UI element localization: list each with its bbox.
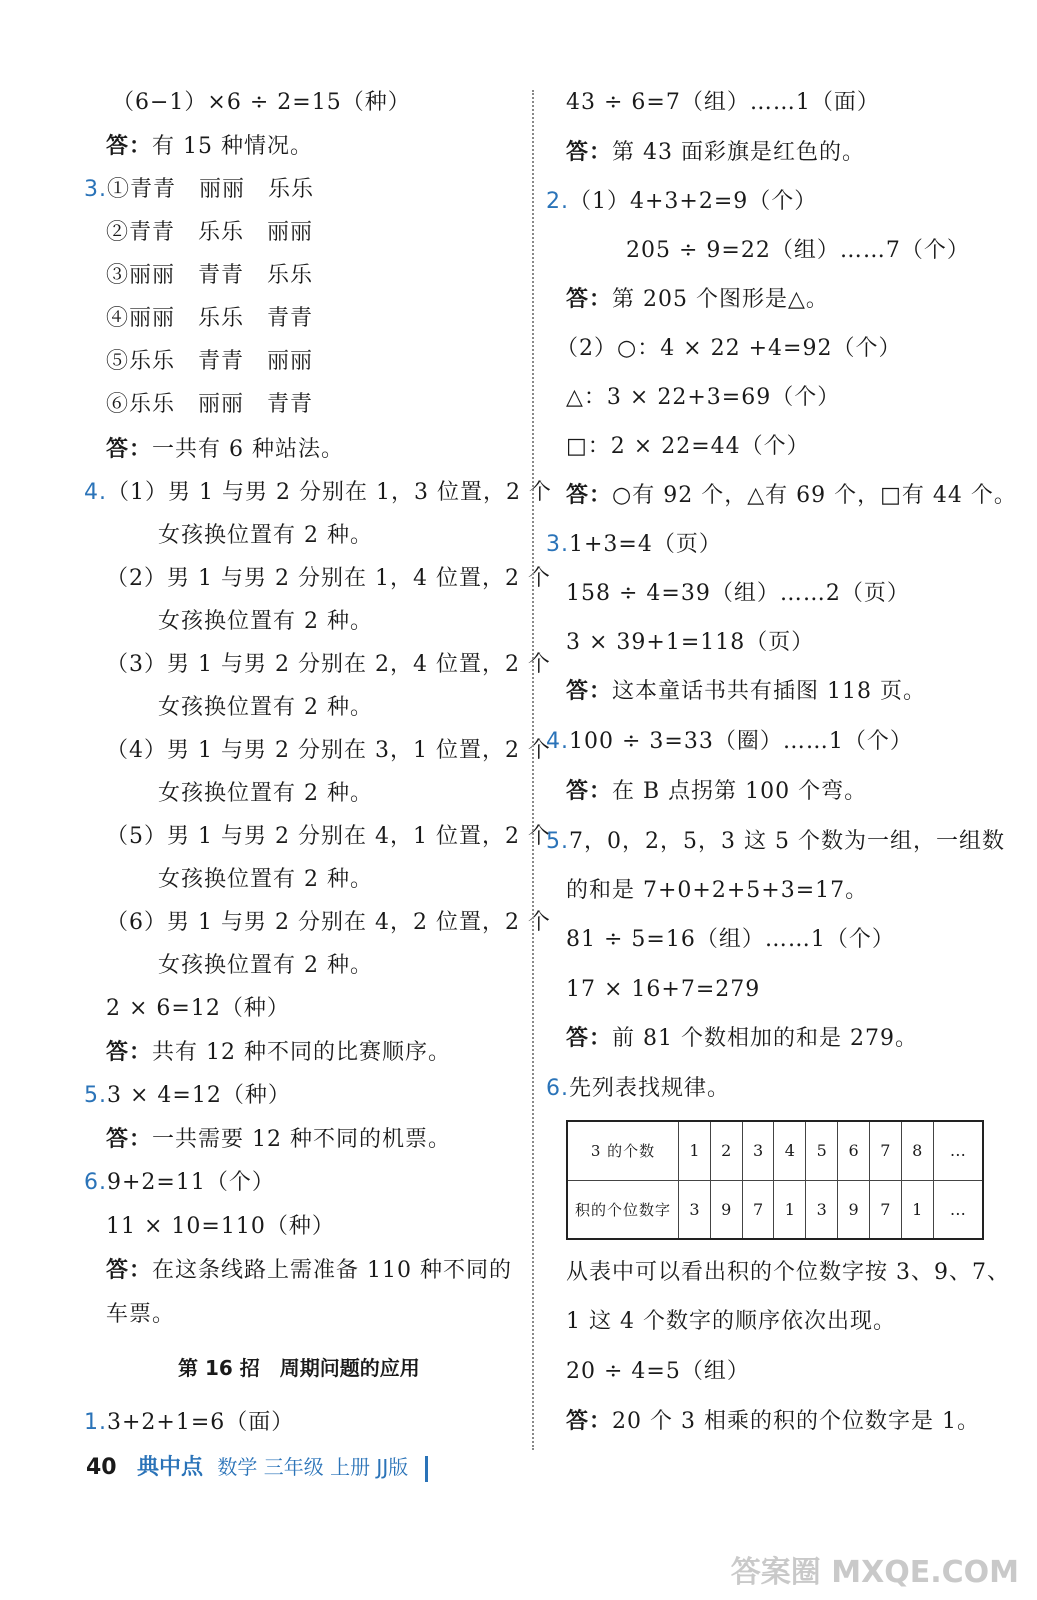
question-number: 6. (84, 1170, 107, 1195)
answer-line (106, 1038, 451, 1068)
table-cell: 5 (806, 1121, 838, 1180)
answer-text: 前 81 个数相加的和是 279。 (612, 1026, 918, 1051)
answer-text: 第 43 面彩旗是红色的。 (612, 140, 865, 165)
case-line: 女孩换位置有 2 种。 (158, 953, 373, 978)
table-row (567, 1121, 983, 1180)
answer-line (566, 138, 865, 168)
answer-text: 一共需要 12 种不同的机票。 (152, 1127, 451, 1152)
answer-text: 在 B 点拐第 100 个弯。 (612, 779, 868, 804)
case-line: （5）男 1 与男 2 分别在 4，1 位置，2 个 (106, 824, 551, 849)
table-row (567, 1180, 983, 1239)
book-series: 数学 三年级 上册 JJ版 (217, 1455, 409, 1479)
case-line: （6）男 1 与男 2 分别在 4，2 位置，2 个 (106, 910, 551, 935)
question-2 (546, 187, 817, 217)
calc-line: 205 ÷ 9=22（组）……7（个） (626, 238, 970, 263)
brand-logo: 典中点 (136, 1455, 203, 1480)
case-line: （2）男 1 与男 2 分别在 1，4 位置，2 个 (106, 566, 551, 591)
question-number: 3. (546, 532, 569, 557)
table-cell: 3 (742, 1121, 774, 1180)
calc-line: □：2 × 22=44（个） (566, 434, 810, 459)
case-line: 女孩换位置有 2 种。 (158, 523, 373, 548)
case-line: 女孩换位置有 2 种。 (158, 867, 373, 892)
answer-line (106, 435, 344, 465)
case-line: （4）男 1 与男 2 分别在 3，1 位置，2 个 (106, 738, 551, 763)
question-5-right (546, 827, 1005, 857)
answer-label: 答： (566, 287, 613, 312)
table-cell: 1 (901, 1180, 933, 1239)
table-cell: 1 (679, 1121, 711, 1180)
table-cell: 7 (869, 1121, 901, 1180)
answer-line (566, 481, 1017, 511)
question-4 (84, 478, 552, 508)
answer-line (566, 777, 867, 807)
case-line: 女孩换位置有 2 种。 (158, 609, 373, 634)
answer-label: 答： (566, 483, 613, 508)
question-3-right (546, 530, 722, 560)
table-cell: 9 (710, 1180, 742, 1239)
question-number: 6. (546, 1076, 569, 1101)
question-6-right (546, 1074, 730, 1104)
answer-continuation: 车票。 (106, 1302, 176, 1327)
table-cell: 2 (710, 1121, 742, 1180)
answer-text: 一共有 6 种站法。 (152, 437, 344, 462)
answer-label: 答： (106, 134, 153, 159)
calc-text: 7，0，2，5，3 这 5 个数为一组，一组数 (569, 829, 1005, 854)
answer-line (106, 1125, 451, 1155)
table-cell: 8 (901, 1121, 933, 1180)
question-4-right (546, 727, 913, 757)
page-number: 40 (86, 1455, 117, 1480)
calc-line: （6−1）×6 ÷ 2=15（种） (112, 90, 411, 115)
question-number: 3. (84, 177, 107, 202)
calc-line: 的和是 7+0+2+5+3=17。 (566, 878, 869, 903)
calc-line: 20 ÷ 4=5（组） (566, 1359, 750, 1384)
text-line: 1 这 4 个数字的顺序依次出现。 (566, 1309, 896, 1334)
answer-label: 答： (566, 1409, 613, 1434)
table-cell: 4 (774, 1121, 806, 1180)
case-line: 女孩换位置有 2 种。 (158, 695, 373, 720)
arrangement-row: ②青青 乐乐 丽丽 (106, 220, 314, 245)
answer-label: 答： (566, 1026, 613, 1051)
answer-text: 共有 12 种不同的比赛顺序。 (152, 1040, 451, 1065)
question-3 (84, 175, 314, 205)
answer-line (566, 1024, 918, 1054)
table-cell: 3 (806, 1180, 838, 1239)
answer-label: 答： (106, 1258, 153, 1283)
arrangement-row: ④丽丽 乐乐 青青 (106, 306, 314, 331)
column-divider (532, 90, 534, 1450)
question-6 (84, 1168, 275, 1198)
arrangement-row: ⑤乐乐 青青 丽丽 (106, 349, 314, 374)
answer-label: 答： (566, 779, 613, 804)
arrangement-row: ①青青 丽丽 乐乐 (107, 177, 315, 202)
table-cell: 9 (838, 1180, 870, 1239)
table-row-header: 3 的个数 (567, 1121, 679, 1180)
calc-line: 17 × 16+7=279 (566, 977, 761, 1002)
question-5 (84, 1081, 291, 1111)
table-cell: … (933, 1180, 983, 1239)
calc-line: 158 ÷ 4=39（组）……2（页） (566, 581, 910, 606)
table-cell: … (933, 1121, 983, 1180)
answer-text: 在这条线路上需准备 110 种不同的 (152, 1258, 512, 1283)
arrangement-row: ③丽丽 青青 乐乐 (106, 263, 314, 288)
answer-text: ○有 92 个，△有 69 个，□有 44 个。 (612, 483, 1017, 508)
question-number: 5. (84, 1083, 107, 1108)
answer-text: 有 15 种情况。 (152, 134, 313, 159)
calc-text: 先列表找规律。 (569, 1076, 731, 1101)
answer-line (566, 677, 926, 707)
calc-text: 100 ÷ 3=33（圈）……1（个） (569, 729, 913, 754)
page-footer (86, 1450, 428, 1482)
calc-line: 81 ÷ 5=16（组）……1（个） (566, 927, 895, 952)
answer-text: 20 个 3 相乘的积的个位数字是 1。 (612, 1409, 980, 1434)
calc-text: 3+2+1=6（面） (107, 1410, 295, 1435)
calc-line: 43 ÷ 6=7（组）……1（面） (566, 90, 880, 115)
answer-label: 答： (106, 437, 153, 462)
calc-text: 9+2=11（个） (107, 1170, 275, 1195)
answer-label: 答： (566, 679, 613, 704)
question-number: 4. (84, 480, 107, 505)
table-row-header: 积的个位数字 (567, 1180, 679, 1239)
question-number: 5. (546, 829, 569, 854)
section-title: 第 16 招 周期问题的应用 (178, 1356, 420, 1380)
answer-line (106, 132, 313, 162)
section-question-1 (84, 1408, 294, 1438)
calc-line: △：3 × 22+3=69（个） (566, 385, 841, 410)
calc-line: （2）○：4 × 22 +4=92（个） (556, 336, 902, 361)
answer-label: 答： (566, 140, 613, 165)
calc-text: 3 × 4=12（种） (107, 1083, 291, 1108)
case-line: 女孩换位置有 2 种。 (158, 781, 373, 806)
table-cell: 7 (869, 1180, 901, 1239)
question-number: 4. (546, 729, 569, 754)
calc-line: 2 × 6=12（种） (106, 996, 290, 1021)
answer-line (566, 285, 829, 315)
answer-label: 答： (106, 1040, 153, 1065)
table-cell: 3 (679, 1180, 711, 1239)
calc-text: 1+3=4（页） (569, 532, 722, 557)
table-cell: 1 (774, 1180, 806, 1239)
case-line: （1）男 1 与男 2 分别在 1，3 位置，2 个 (107, 480, 552, 505)
case-line: （3）男 1 与男 2 分别在 2，4 位置，2 个 (106, 652, 551, 677)
calc-text: （1）4+3+2=9（个） (569, 189, 818, 214)
calc-line: 11 × 10=110（种） (106, 1214, 335, 1239)
answer-line (106, 1256, 512, 1286)
question-number: 2. (546, 189, 569, 214)
answer-text: 这本童话书共有插图 118 页。 (612, 679, 926, 704)
answer-label: 答： (106, 1127, 153, 1152)
footer-bar (425, 1456, 428, 1482)
table-cell: 6 (838, 1121, 870, 1180)
pattern-table (566, 1120, 984, 1240)
arrangement-row: ⑥乐乐 丽丽 青青 (106, 392, 314, 417)
watermark-logo: 答案圈 MXQE.COM (730, 1555, 1019, 1590)
text-line: 从表中可以看出积的个位数字按 3、9、7、 (566, 1260, 1010, 1285)
calc-line: 3 × 39+1=118（页） (566, 630, 815, 655)
answer-line (566, 1407, 980, 1437)
table-cell: 7 (742, 1180, 774, 1239)
question-number: 1. (84, 1410, 107, 1435)
answer-text: 第 205 个图形是△。 (612, 287, 829, 312)
